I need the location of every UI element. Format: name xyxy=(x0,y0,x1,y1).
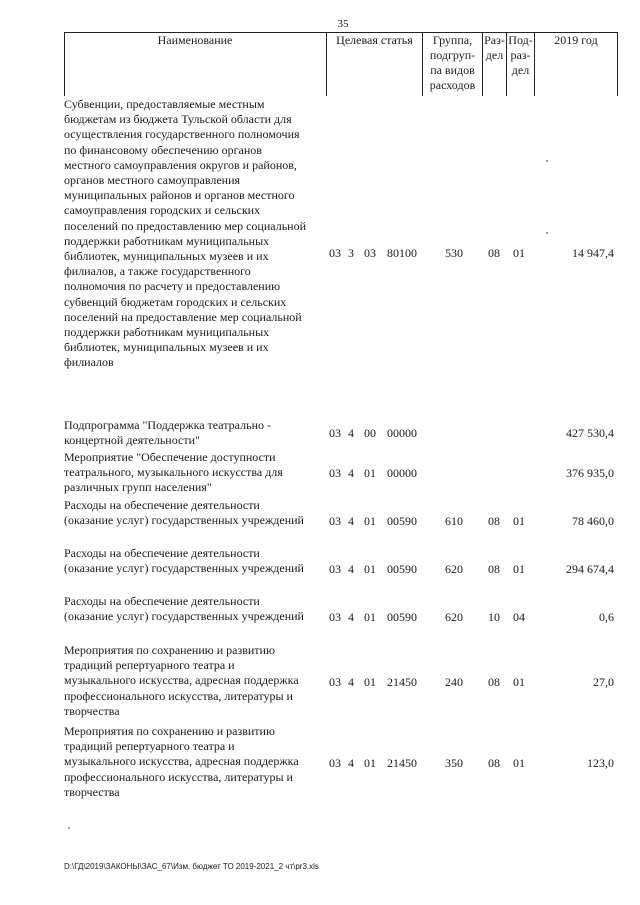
amount-2019: 294 674,4 xyxy=(566,562,614,576)
expense-group: 620 xyxy=(445,610,463,624)
scan-speck xyxy=(68,827,70,829)
row-name: Расходы на обеспечение деятельности (оказание услуг) государственных учреждений xyxy=(64,498,304,528)
target-code-subprogram: 4 xyxy=(348,514,354,528)
header-target-article: Целевая статья xyxy=(336,33,413,47)
section-code: 08 xyxy=(488,675,500,689)
header-name: Наименование xyxy=(157,33,233,47)
target-code-subprogram: 4 xyxy=(348,675,354,689)
target-code-program: 03 xyxy=(329,675,341,689)
section-code: 08 xyxy=(488,756,500,770)
target-code-subprogram: 4 xyxy=(348,562,354,576)
amount-2019: 27,0 xyxy=(593,675,614,689)
table-row xyxy=(64,450,618,498)
target-code-direction: 00000 xyxy=(387,466,417,480)
target-code-program: 03 xyxy=(329,610,341,624)
row-name: Подпрограмма "Поддержка театрально - концертной деятельности" xyxy=(64,418,271,448)
target-code-program: 03 xyxy=(329,514,341,528)
target-code-program: 03 xyxy=(329,756,341,770)
target-code-subprogram: 3 xyxy=(348,246,354,260)
table-row xyxy=(64,498,618,530)
target-code-direction: 00000 xyxy=(387,426,417,440)
target-code-event: 01 xyxy=(364,514,376,528)
target-code-event: 00 xyxy=(364,426,376,440)
target-code-event: 01 xyxy=(364,756,376,770)
row-name: Мероприятия по сохранению и развитию традиций репертуарного театра и музыкального искусства, адресная поддержка профессионального искусства, литературы и творчества xyxy=(64,724,299,799)
scan-speck xyxy=(546,160,548,162)
header-section: Раз- дел xyxy=(484,33,505,62)
expense-group: 350 xyxy=(445,756,463,770)
target-code-event: 01 xyxy=(364,610,376,624)
header-right-border xyxy=(617,32,618,96)
subsection-code: 01 xyxy=(513,675,525,689)
target-code-event: 03 xyxy=(364,246,376,260)
section-code: 08 xyxy=(488,514,500,528)
expense-group: 240 xyxy=(445,675,463,689)
amount-2019: 427 530,4 xyxy=(566,426,614,440)
scan-speck xyxy=(546,232,548,234)
table-row xyxy=(64,97,618,387)
row-name: Мероприятия по сохранению и развитию традиций репертуарного театра и музыкального искусства, адресная поддержка профессионального искусства, литературы и творчества xyxy=(64,643,299,718)
amount-2019: 14 947,4 xyxy=(572,246,614,260)
target-code-subprogram: 4 xyxy=(348,466,354,480)
amount-2019: 78 460,0 xyxy=(572,514,614,528)
header-expense-group: Группа, подгруп- па видов расходов xyxy=(429,33,476,92)
expense-group: 620 xyxy=(445,562,463,576)
expense-group: 610 xyxy=(445,514,463,528)
row-name: Мероприятие "Обеспечение доступности театрального, музыкального искусства для различных групп населения" xyxy=(64,450,283,495)
table-header xyxy=(64,32,618,96)
subsection-code: 01 xyxy=(513,756,525,770)
target-code-subprogram: 4 xyxy=(348,610,354,624)
subsection-code: 01 xyxy=(513,246,525,260)
target-code-direction: 21450 xyxy=(387,756,417,770)
header-subsection: Под- раз- дел xyxy=(508,33,533,77)
target-code-program: 03 xyxy=(329,246,341,260)
target-code-program: 03 xyxy=(329,466,341,480)
target-code-program: 03 xyxy=(329,426,341,440)
header-year: 2019 год xyxy=(554,33,598,47)
table-row xyxy=(64,643,618,721)
amount-2019: 0,6 xyxy=(599,610,614,624)
target-code-direction: 00590 xyxy=(387,610,417,624)
file-path-footer: D:\ГД\2019\ЗАКОНЫ\ЗАС_67\Изм. бюджет ТО 2019-2021_2 чт\pr3.xls xyxy=(64,862,319,871)
target-code-direction: 80100 xyxy=(387,246,417,260)
target-code-direction: 00590 xyxy=(387,562,417,576)
target-code-subprogram: 4 xyxy=(348,426,354,440)
subsection-code: 04 xyxy=(513,610,525,624)
row-name: Расходы на обеспечение деятельности (оказание услуг) государственных учреждений xyxy=(64,546,304,576)
target-code-direction: 21450 xyxy=(387,675,417,689)
target-code-event: 01 xyxy=(364,466,376,480)
amount-2019: 376 935,0 xyxy=(566,466,614,480)
row-name: Расходы на обеспечение деятельности (оказание услуг) государственных учреждений xyxy=(64,594,304,624)
section-code: 10 xyxy=(488,610,500,624)
target-code-event: 01 xyxy=(364,562,376,576)
amount-2019: 123,0 xyxy=(587,756,614,770)
target-code-program: 03 xyxy=(329,562,341,576)
table-row xyxy=(64,594,618,626)
row-name: Субвенции, предоставляемые местным бюджетам из бюджета Тульской области для осуществления государственного полномочия по финансовому обеспечению органов местного самоуправления округов и районов, органов местного самоуправления муниципальных районов и органов местного самоуправления городских и сельских поселений по предоставлению мер социальной поддержки работникам муниципальных библиотек, муниципальных музеев и их филиалов, а также государственного полномочия по расчету и предоставлению субвенций бюджетам городских и сельских поселений на предоставление мер социальной поддержки работникам муниципальных библиотек, муниципальных музеев и их филиалов xyxy=(64,97,307,370)
target-code-event: 01 xyxy=(364,675,376,689)
table-row xyxy=(64,546,618,578)
section-code: 08 xyxy=(488,246,500,260)
subsection-code: 01 xyxy=(513,514,525,528)
target-code-subprogram: 4 xyxy=(348,756,354,770)
page-number: 35 xyxy=(337,18,349,30)
table-row xyxy=(64,418,618,450)
expense-group: 530 xyxy=(445,246,463,260)
table-row xyxy=(64,724,618,802)
subsection-code: 01 xyxy=(513,562,525,576)
section-code: 08 xyxy=(488,562,500,576)
target-code-direction: 00590 xyxy=(387,514,417,528)
